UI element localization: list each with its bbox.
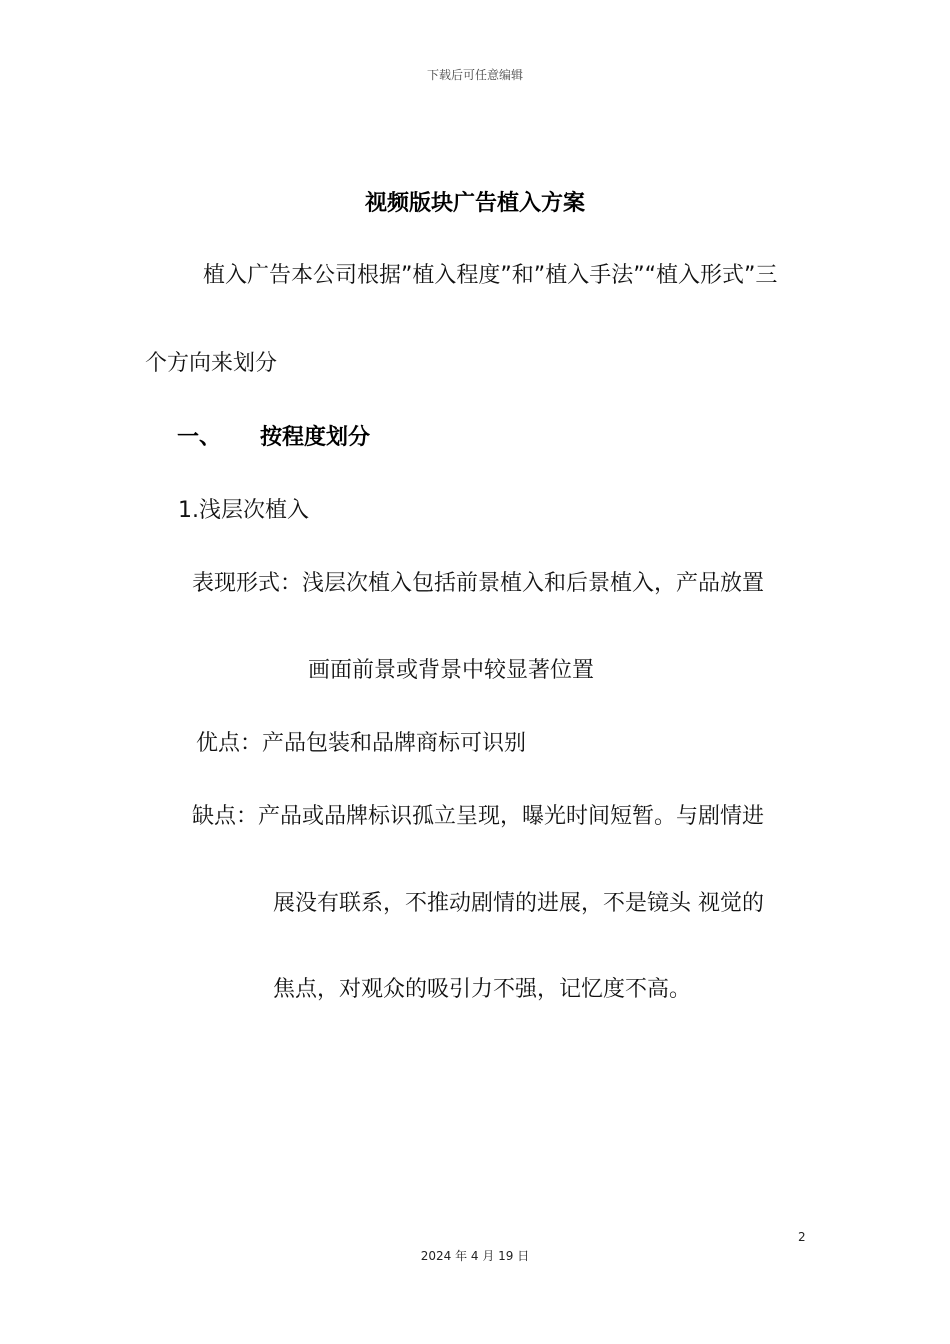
section-number: 一、 — [177, 425, 222, 450]
document-title: 视频版块广告植入方案 — [364, 191, 585, 216]
disadvantages-line2: 展没有联系，不推动剧情的进展，不是镜头 视觉的 — [273, 891, 764, 916]
disadvantages-line1: 缺点：产品或品牌标识孤立呈现，曝光时间短暂。与剧情进 — [192, 804, 765, 829]
intro-paragraph-line1: 植入广告本公司根据”植入程度”和”植入手法”“植入形式”三 — [203, 263, 778, 288]
page-header-note: 下载后可任意编辑 — [426, 68, 523, 82]
intro-paragraph-line2: 个方向来划分 — [145, 351, 278, 376]
form-line1: 表现形式：浅层次植入包括前景植入和后景植入，产品放置 — [192, 571, 765, 596]
form-line2: 画面前景或背景中较显著位置 — [308, 658, 595, 683]
disadvantages-line3: 焦点，对观众的吸引力不强，记忆度不高。 — [273, 977, 692, 1002]
footer-date: 2024 年 4 月 19 日 — [420, 1249, 530, 1263]
advantages-line: 优点：产品包装和品牌商标可识别 — [196, 731, 527, 756]
section-title: 按程度划分 — [260, 425, 371, 450]
page-number: 2 — [798, 1230, 806, 1244]
subsection-title: 1.浅层次植入 — [178, 498, 309, 523]
